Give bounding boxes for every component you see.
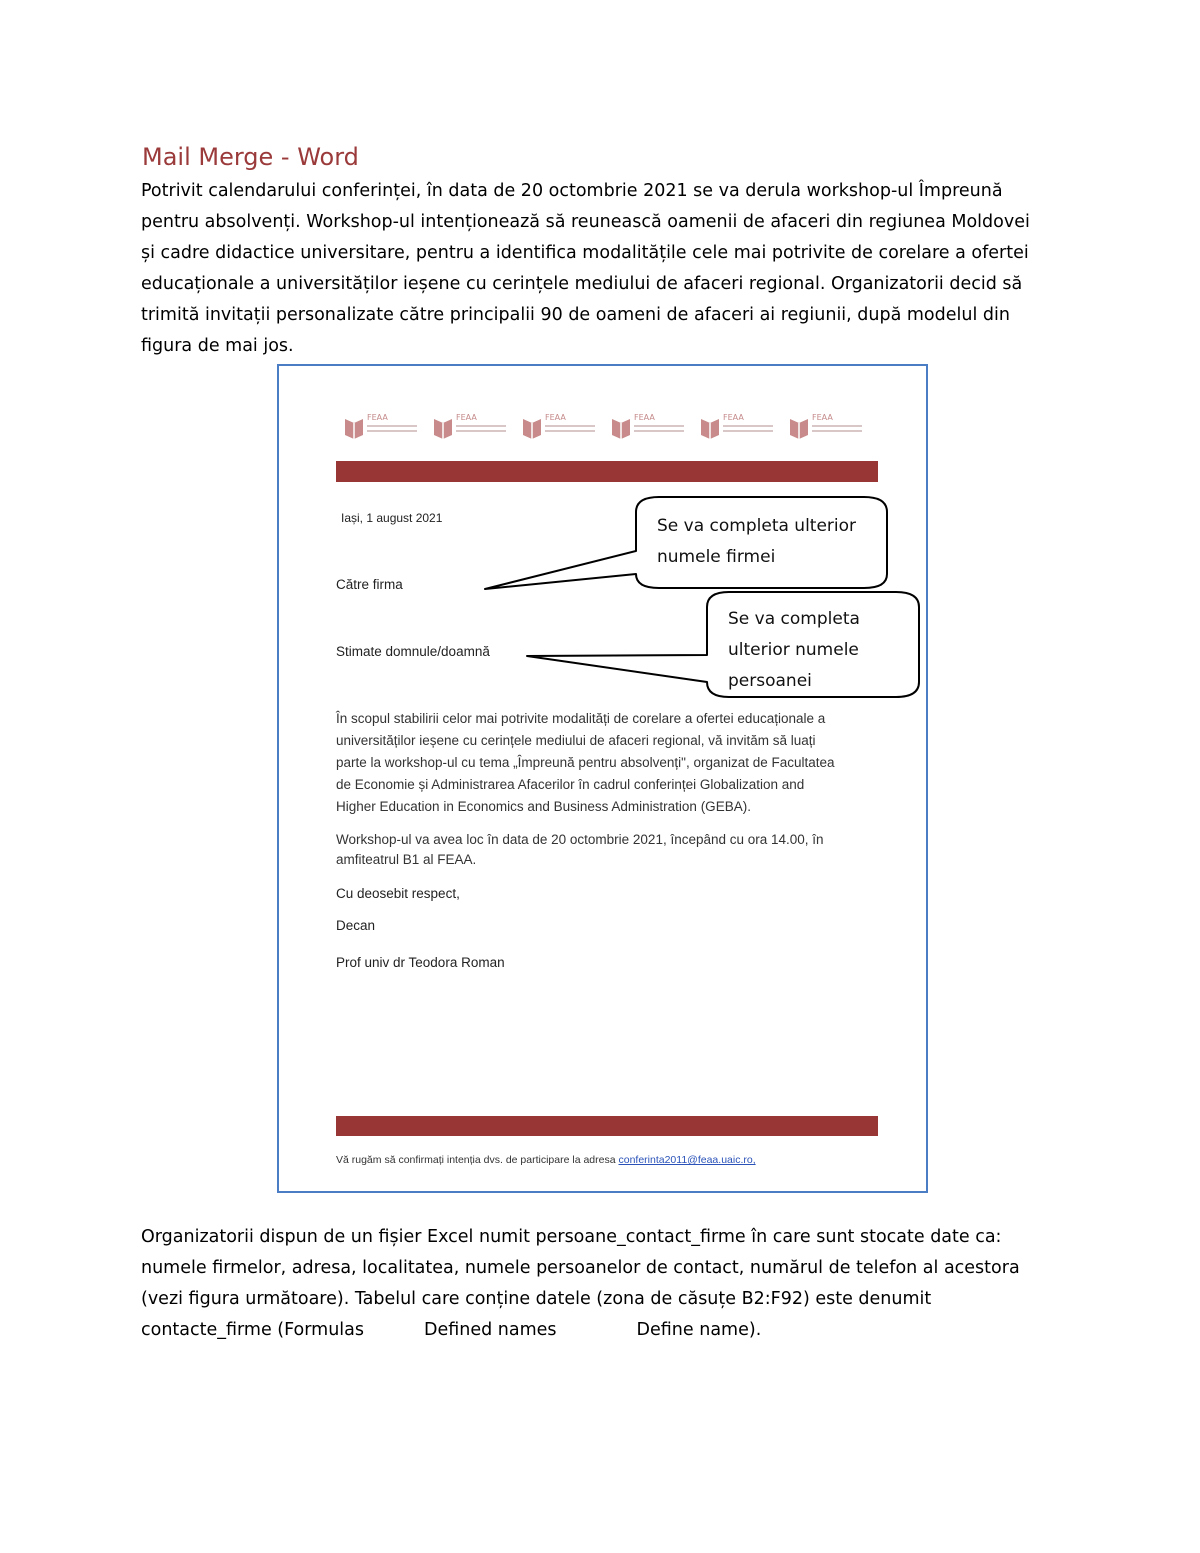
letter-signature: Prof univ dr Teodora Roman [336, 955, 505, 970]
logo-text: FEAA [367, 413, 388, 422]
menu-path-defined-names: Defined names [424, 1320, 557, 1340]
letter-body-line: parte la workshop-ul cu tema „Împreună pentru absolvenți", organizat de Facultatea [336, 755, 835, 770]
invitation-figure [277, 364, 928, 1193]
logo-text: FEAA [812, 413, 833, 422]
outro-line: Organizatorii dispun de un fișier Excel numit persoane_contact_firme în care sunt stocate date ca: [141, 1227, 1002, 1247]
letter-footer [336, 1154, 756, 1166]
intro-line: educaționale a universităților ieșene cu cerințele mediului de afaceri regional. Organizatorii decid să [141, 274, 1023, 294]
footer-email-link[interactable]: conferinta2011@feaa.uaic.ro, [618, 1154, 756, 1166]
letter-greeting: Stimate domnule/doamnă [336, 644, 490, 659]
outro-line: (vezi figura următoare). Tabelul care conține datele (zona de căsuțe B2:F92) este denumit [141, 1289, 932, 1309]
letter-body-line: universităților ieșene cu cerințele mediului de afaceri regional, vă invităm să luați [336, 733, 816, 748]
letter-signer-title: Decan [336, 918, 376, 933]
menu-path-define-name: Define name). [636, 1320, 762, 1340]
intro-line: figura de mai jos. [141, 336, 294, 356]
callout-person-shape [527, 592, 919, 697]
letter-workshop-line: amfiteatrul B1 al FEAA. [336, 852, 477, 867]
logo-text: FEAA [545, 413, 566, 422]
outro-last-prefix: contacte_firme (Formulas [141, 1320, 364, 1340]
callout-person-line: ulterior numele [728, 640, 859, 660]
callout-firm-text [657, 511, 856, 573]
callout-firm-line: numele firmei [657, 547, 776, 567]
outro-last-line [141, 1319, 761, 1341]
document-heading: Mail Merge - Word [142, 143, 359, 171]
logo-text: FEAA [456, 413, 477, 422]
logo-text: FEAA [634, 413, 655, 422]
letter-closing: Cu deosebit respect, [336, 886, 460, 901]
intro-line: pentru absolvenți. Workshop-ul intenționează să reunească oamenii de afaceri din regiunea Moldovei [141, 212, 1030, 232]
letter-date: Iași, 1 august 2021 [341, 511, 443, 525]
letter-body-line: de Economie și Administrarea Afacerilor în cadrul conferinței Globalization and [336, 777, 805, 792]
callout-person-line: Se va completa [728, 609, 860, 629]
letter-recipient-company: Către firma [336, 577, 403, 592]
logo-text: FEAA [723, 413, 744, 422]
intro-line: și cadre didactice universitare, pentru a identifica modalitățile cele mai potrivite de corelare a ofertei [141, 243, 1029, 263]
callout-person-line: persoanei [728, 671, 812, 691]
letter-workshop-line: Workshop-ul va avea loc în data de 20 octombrie 2021, începând cu ora 14.00, în [336, 832, 824, 847]
callout-person-text [728, 604, 860, 697]
letter-body-line: Higher Education in Economics and Business Administration (GEBA). [336, 799, 751, 814]
letter-workshop-info [336, 830, 824, 870]
outro-line: numele firmelor, adresa, localitatea, numele persoanelor de contact, numărul de telefon al acestora [141, 1258, 1020, 1278]
letter-body-line: În scopul stabilirii celor mai potrivite modalități de corelare a ofertei educaționale a [336, 711, 826, 726]
footer-text: Vă rugăm să confirmați intenția dvs. de participare la adresa [336, 1154, 616, 1166]
intro-line: trimită invitații personalizate către principalii 90 de oameni de afaceri ai regiunii, după modelul din [141, 305, 1010, 325]
letter-body [336, 708, 835, 818]
footer-band [336, 1116, 878, 1136]
intro-line: Potrivit calendarului conferinței, în data de 20 octombrie 2021 se va derula workshop-ul Împreună [141, 181, 1003, 201]
callout-firm-line: Se va completa ulterior [657, 516, 857, 536]
